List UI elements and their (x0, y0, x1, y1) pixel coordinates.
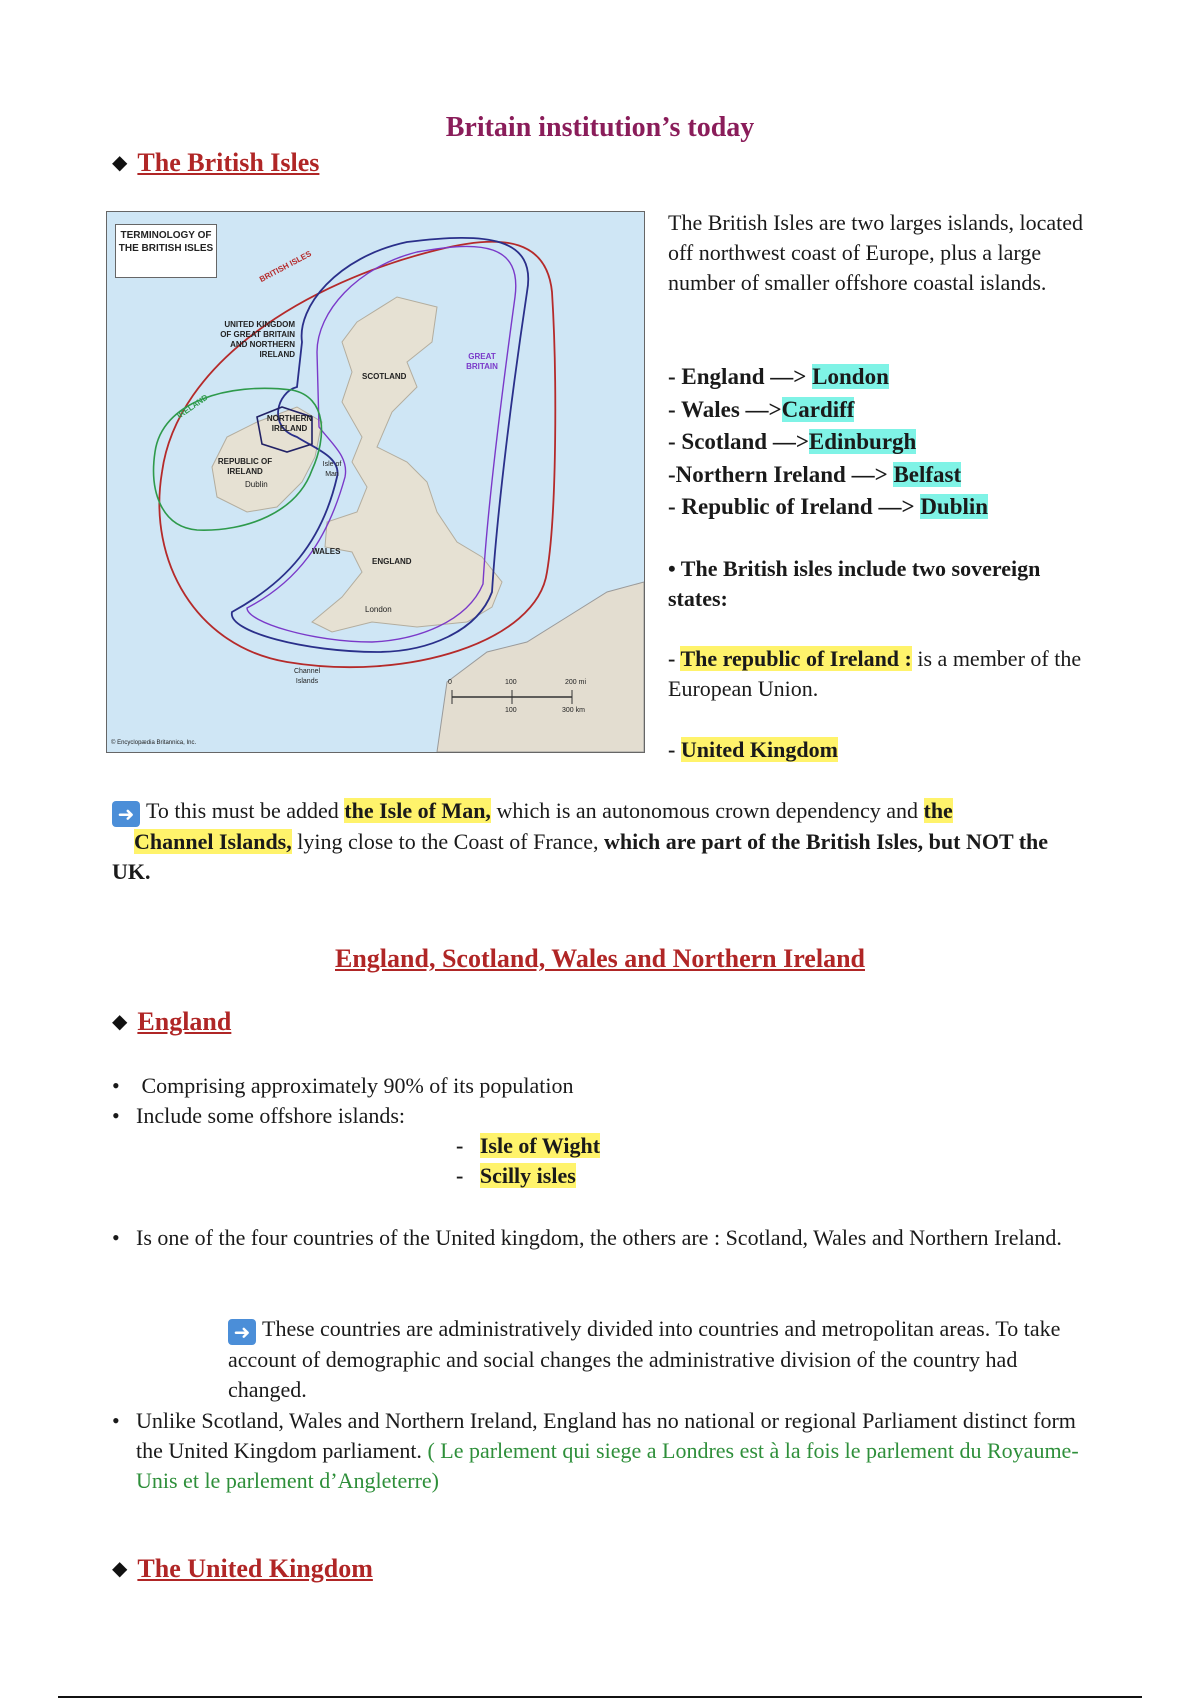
list-item: • Comprising approximately 90% of its population (112, 1073, 574, 1098)
capital-row-wales: - Wales —>Cardiff (668, 396, 855, 422)
map-graphic (107, 212, 644, 752)
right-arrow-icon: ➜ (112, 801, 140, 827)
subheading (0, 944, 1200, 974)
list-item: - Isle of Wight (456, 1133, 601, 1158)
map-label-northern-ireland: NORTHERN IRELAND (266, 414, 313, 433)
map-label-republic-of-ireland: REPUBLIC OF IRELAND (217, 457, 273, 476)
british-isles-map (106, 211, 645, 753)
map-label-british-isles: BRITISH ISLES (258, 249, 313, 284)
map-scale-zero: 0 (448, 679, 452, 686)
british-isles-intro: The British Isles are two larges islands, located off northwest coast of Europe, plus a large number of smaller offshore coastal islands. (668, 210, 1084, 295)
capital-row-northern-ireland: -Northern Ireland —> Belfast (668, 461, 962, 487)
map-label-london: London (365, 605, 392, 614)
england-bullets-1 (112, 1071, 1072, 1131)
map-label-isle-of-man: Isle of Man (322, 461, 342, 478)
map-label-ireland: IRELAND (175, 392, 210, 421)
republic-rest: is a member of the European Union. (668, 646, 1082, 701)
map-scale-200mi: 200 mi (565, 679, 587, 686)
list-item: • Unlike Scotland, Wales and Northern Ireland, England has no national or regional Parliament distinct form the United Kingdom parliament. ( Le parlement qui siege a Londres est à la fois le parlement du Royaume-Unis et le parlement d’Angleterre) (112, 1408, 1079, 1493)
diamond-bullet-icon: ◆ (112, 1558, 128, 1580)
map-label-england: ENGLAND (372, 557, 412, 566)
list-item: • Is one of the four countries of the United kingdom, the others are : Scotland, Wales and Northern Ireland. (112, 1225, 1062, 1250)
uk-heading-text: The United Kingdom (137, 1554, 373, 1583)
section-heading-british-isles (112, 148, 319, 178)
page-divider (58, 1696, 1142, 1698)
england-heading-text: England (137, 1007, 232, 1036)
diamond-bullet-icon: ◆ (112, 1011, 128, 1033)
capital-row-scotland: - Scotland —>Edinburgh (668, 429, 917, 454)
sovereign-states-intro: • The British isles include two sovereign states: (668, 556, 1041, 611)
republic-of-ireland-note: - The republic of Ireland : is a member of the European Union. (668, 646, 1082, 701)
right-arrow-icon: ➜ (228, 1319, 256, 1345)
uk-item: - United Kingdom (668, 737, 838, 762)
administrative-note: ➜ These countries are administratively divided into countries and metropolitan areas. To take account of demographic and social changes the administrative division of the country had changed. (228, 1316, 1061, 1402)
map-scale-100mi: 100 (505, 679, 517, 686)
section-heading-england (112, 1007, 231, 1037)
list-item: • Include some offshore islands: (112, 1103, 406, 1128)
republic-label: The republic of Ireland : (680, 646, 912, 671)
diamond-bullet-icon: ◆ (112, 152, 128, 174)
map-label-channel-islands: Channel Islands (293, 668, 321, 685)
map-terminology-box: TERMINOLOGY OF THE BRITISH ISLES (115, 224, 217, 278)
map-scale-300km: 300 km (562, 707, 585, 714)
map-label-great-britain: GREAT BRITAIN (466, 352, 498, 371)
map-label-scotland: SCOTLAND (362, 372, 407, 381)
uk-label: United Kingdom (680, 737, 838, 762)
england-bullet-parliament (112, 1406, 1084, 1496)
capitals-list (668, 361, 1088, 524)
map-label-wales: WALES (312, 547, 341, 556)
map-scale-100km: 100 (505, 707, 517, 714)
map-copyright: © Encyclopædia Britannica, Inc. (111, 740, 197, 746)
crown-dependencies-note: ➜ To this must be added the Isle of Man, which is an autonomous crown dependency and the Channel Islands, lying close to the Coast of France, which are part of the British Isles, but NOT the UK. (112, 798, 1049, 884)
map-label-dublin: Dublin (245, 480, 268, 489)
england-bullet-four-countries (112, 1223, 1084, 1253)
offshore-islands-list (456, 1131, 600, 1191)
map-label-uk: UNITED KINGDOM OF GREAT BRITAIN AND NORTHERN IRELAND (220, 320, 295, 359)
list-item: - Scilly isles (456, 1163, 576, 1188)
page-title: Britain institution’s today (445, 112, 755, 143)
section-heading-uk (112, 1554, 373, 1584)
capital-row-republic-of-ireland: - Republic of Ireland —> Dublin (668, 494, 989, 519)
british-isles-heading-text: The British Isles (137, 148, 320, 177)
capital-row-england: - England —> London (668, 364, 889, 389)
subheading-text: England, Scotland, Wales and Northern Ireland (335, 944, 865, 973)
french-note: ( Le parlement qui siege a Londres est à la fois le parlement du Royaume-Unis et le parlement d’Angleterre) (136, 1438, 1079, 1493)
